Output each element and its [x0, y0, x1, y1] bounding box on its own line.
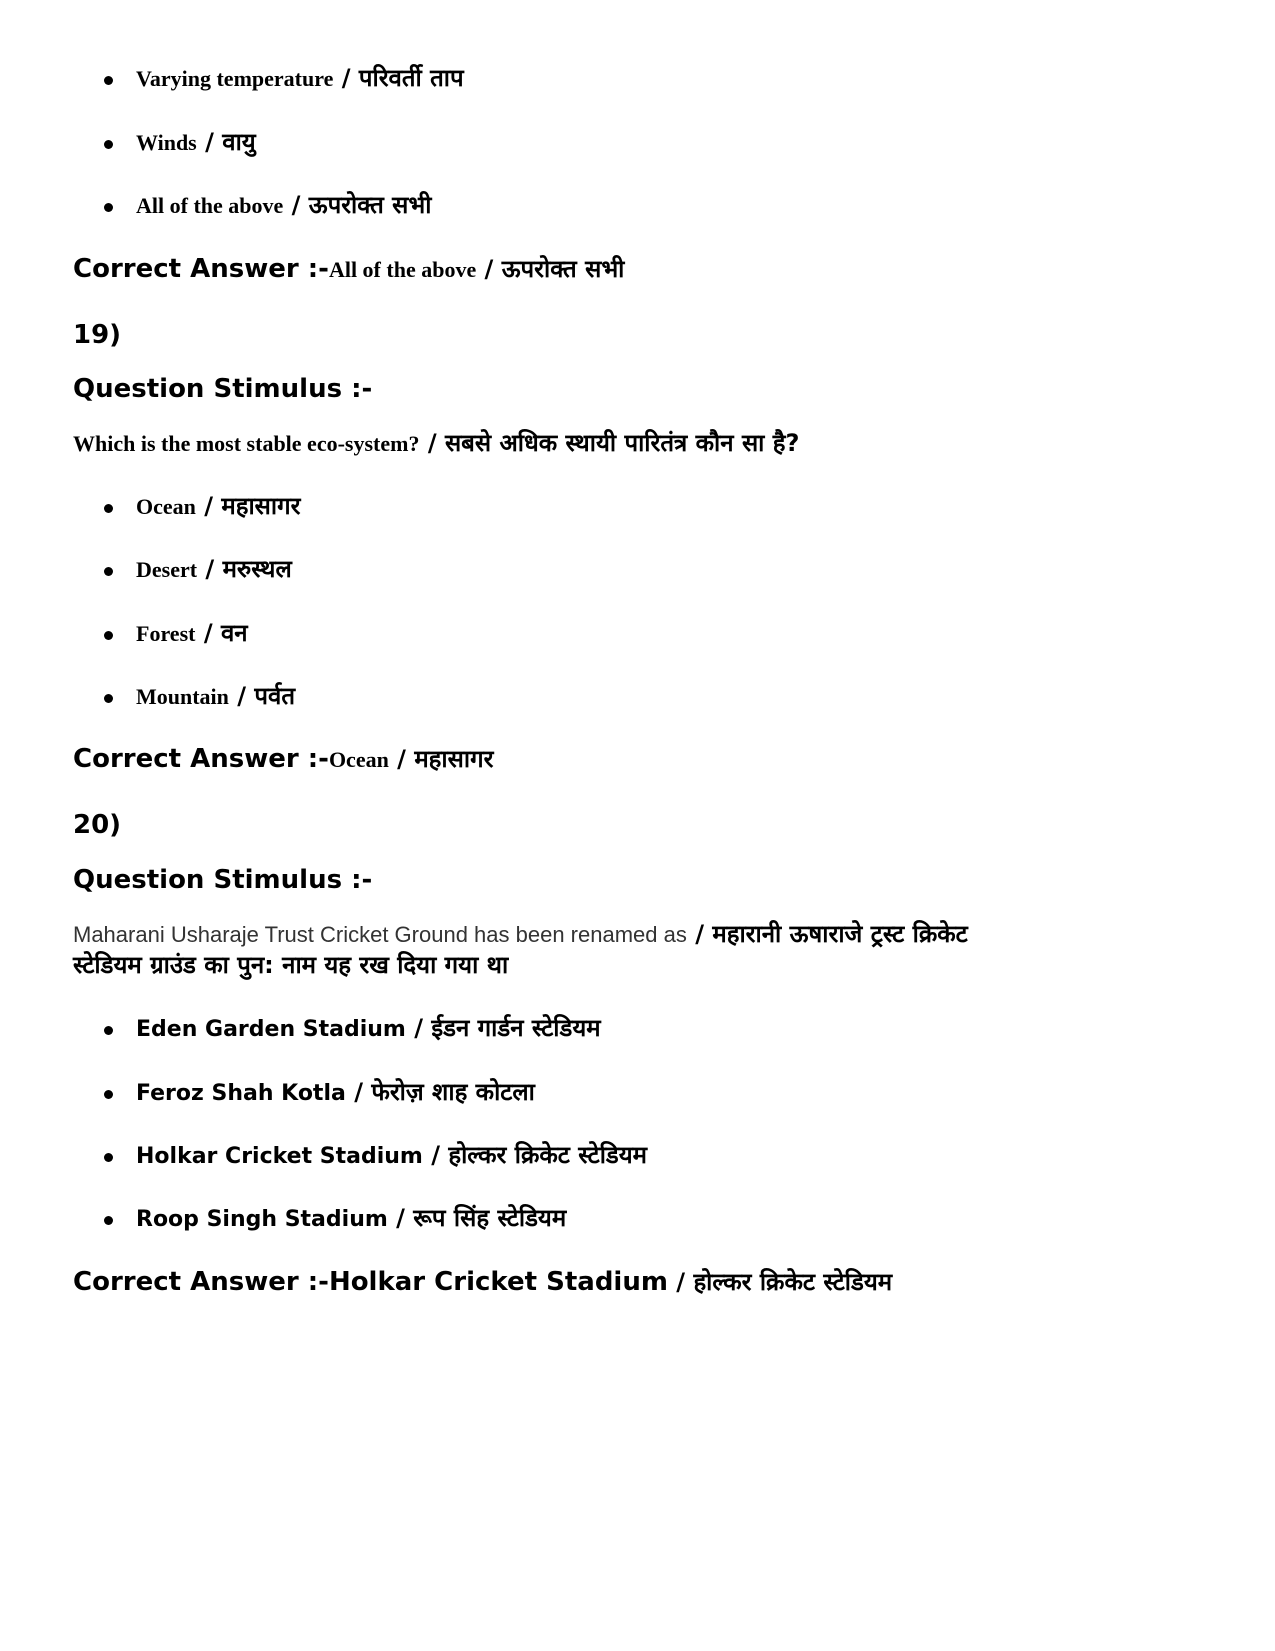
separator: / — [345, 1078, 372, 1106]
bullet-icon — [104, 1026, 113, 1035]
stimulus-text-hi-line2: स्टेडियम ग्राउंड का पुन: नाम यह रख दिया गया था — [73, 951, 509, 979]
correct-answer-en: Ocean — [328, 747, 389, 772]
question-number: 19) — [73, 320, 122, 350]
option-text-en: All of the above — [136, 193, 284, 218]
correct-answer-hi: होल्कर क्रिकेट स्टेडियम — [693, 1268, 893, 1296]
question-stimulus — [73, 428, 1215, 462]
option-text-hi: परिवर्ती ताप — [358, 64, 464, 92]
list-item — [104, 554, 1215, 588]
option-text-hi: पर्वत — [254, 682, 296, 710]
separator: / — [422, 1141, 449, 1169]
separator: / — [667, 1268, 694, 1296]
bullet-icon — [104, 76, 113, 85]
list-item — [104, 1203, 1215, 1237]
option-text-hi: महासागर — [221, 492, 301, 520]
list-item — [104, 618, 1215, 652]
correct-answer-hi: ऊपरोक्त सभी — [501, 255, 625, 283]
bullet-icon — [104, 1090, 113, 1099]
bullet-icon — [104, 504, 113, 513]
bullet-icon — [104, 1153, 113, 1162]
separator: / — [419, 429, 445, 457]
separator: / — [195, 619, 221, 647]
option-text-en: Mountain — [136, 684, 229, 709]
list-item — [104, 491, 1215, 525]
option-text-hi: वायु — [222, 128, 256, 156]
stimulus-text-en: Which is the most stable eco-system? — [73, 431, 420, 456]
correct-answer-label: Correct Answer :- — [73, 744, 329, 774]
stimulus-text-hi-line1: महारानी ऊषाराजे ट्रस्ट क्रिकेट — [712, 920, 968, 948]
stimulus-text-en: Maharani Usharaje Trust Cricket Ground has been renamed as — [73, 922, 687, 947]
separator: / — [228, 682, 255, 710]
separator: / — [197, 555, 223, 583]
correct-answer-en: Holkar Cricket Stadium — [328, 1267, 668, 1297]
option-text-hi: ईडन गार्डन स्टेडियम — [431, 1014, 601, 1042]
option-text-hi: फेरोज़ शाह कोटला — [371, 1078, 535, 1106]
separator: / — [333, 64, 359, 92]
stimulus-text-hi: सबसे अधिक स्थायी पारितंत्र कौन सा है? — [444, 429, 800, 457]
question-stimulus-label: Question Stimulus :- — [73, 865, 373, 895]
option-text-en: Eden Garden Stadium — [136, 1017, 406, 1042]
correct-answer — [73, 252, 1215, 287]
option-text-en: Winds — [136, 130, 197, 155]
option-text-en: Feroz Shah Kotla — [136, 1081, 346, 1106]
list-item — [104, 1140, 1215, 1174]
separator: / — [283, 191, 309, 219]
separator: / — [476, 255, 502, 283]
list-item — [104, 681, 1215, 715]
bullet-icon — [104, 567, 113, 576]
separator: / — [686, 920, 713, 948]
question-stimulus-label: Question Stimulus :- — [73, 374, 373, 404]
list-item — [104, 127, 1215, 161]
bullet-icon — [104, 694, 113, 703]
option-text-en: Varying temperature — [136, 66, 334, 91]
bullet-icon — [104, 203, 113, 212]
option-text-en: Forest — [136, 621, 196, 646]
separator: / — [195, 492, 222, 520]
correct-answer — [73, 742, 1215, 777]
separator: / — [387, 1204, 414, 1232]
list-item — [104, 1077, 1215, 1111]
option-text-hi: ऊपरोक्त सभी — [308, 191, 432, 219]
bullet-icon — [104, 1216, 113, 1225]
separator: / — [196, 128, 223, 156]
bullet-icon — [104, 140, 113, 149]
option-text-en: Desert — [136, 557, 198, 582]
question-stimulus-continued — [73, 950, 1215, 984]
correct-answer-en: All of the above — [328, 257, 477, 282]
option-text-hi: वन — [220, 619, 248, 647]
question-stimulus — [73, 919, 1215, 953]
correct-answer-label: Correct Answer :- — [73, 254, 329, 284]
option-text-en: Holkar Cricket Stadium — [136, 1144, 423, 1169]
correct-answer-hi: महासागर — [414, 745, 494, 773]
separator: / — [405, 1014, 432, 1042]
option-text-hi: होल्कर क्रिकेट स्टेडियम — [448, 1141, 648, 1169]
correct-answer — [73, 1265, 1215, 1299]
bullet-icon — [104, 631, 113, 640]
separator: / — [388, 745, 415, 773]
option-text-hi: मरुस्थल — [222, 555, 292, 583]
list-item — [104, 1013, 1215, 1047]
option-text-en: Roop Singh Stadium — [136, 1207, 388, 1232]
list-item — [104, 190, 1215, 224]
question-number: 20) — [73, 810, 122, 840]
correct-answer-label: Correct Answer :- — [73, 1267, 329, 1297]
list-item — [104, 63, 1215, 97]
option-text-hi: रूप सिंह स्टेडियम — [413, 1204, 567, 1232]
option-text-en: Ocean — [136, 494, 196, 519]
